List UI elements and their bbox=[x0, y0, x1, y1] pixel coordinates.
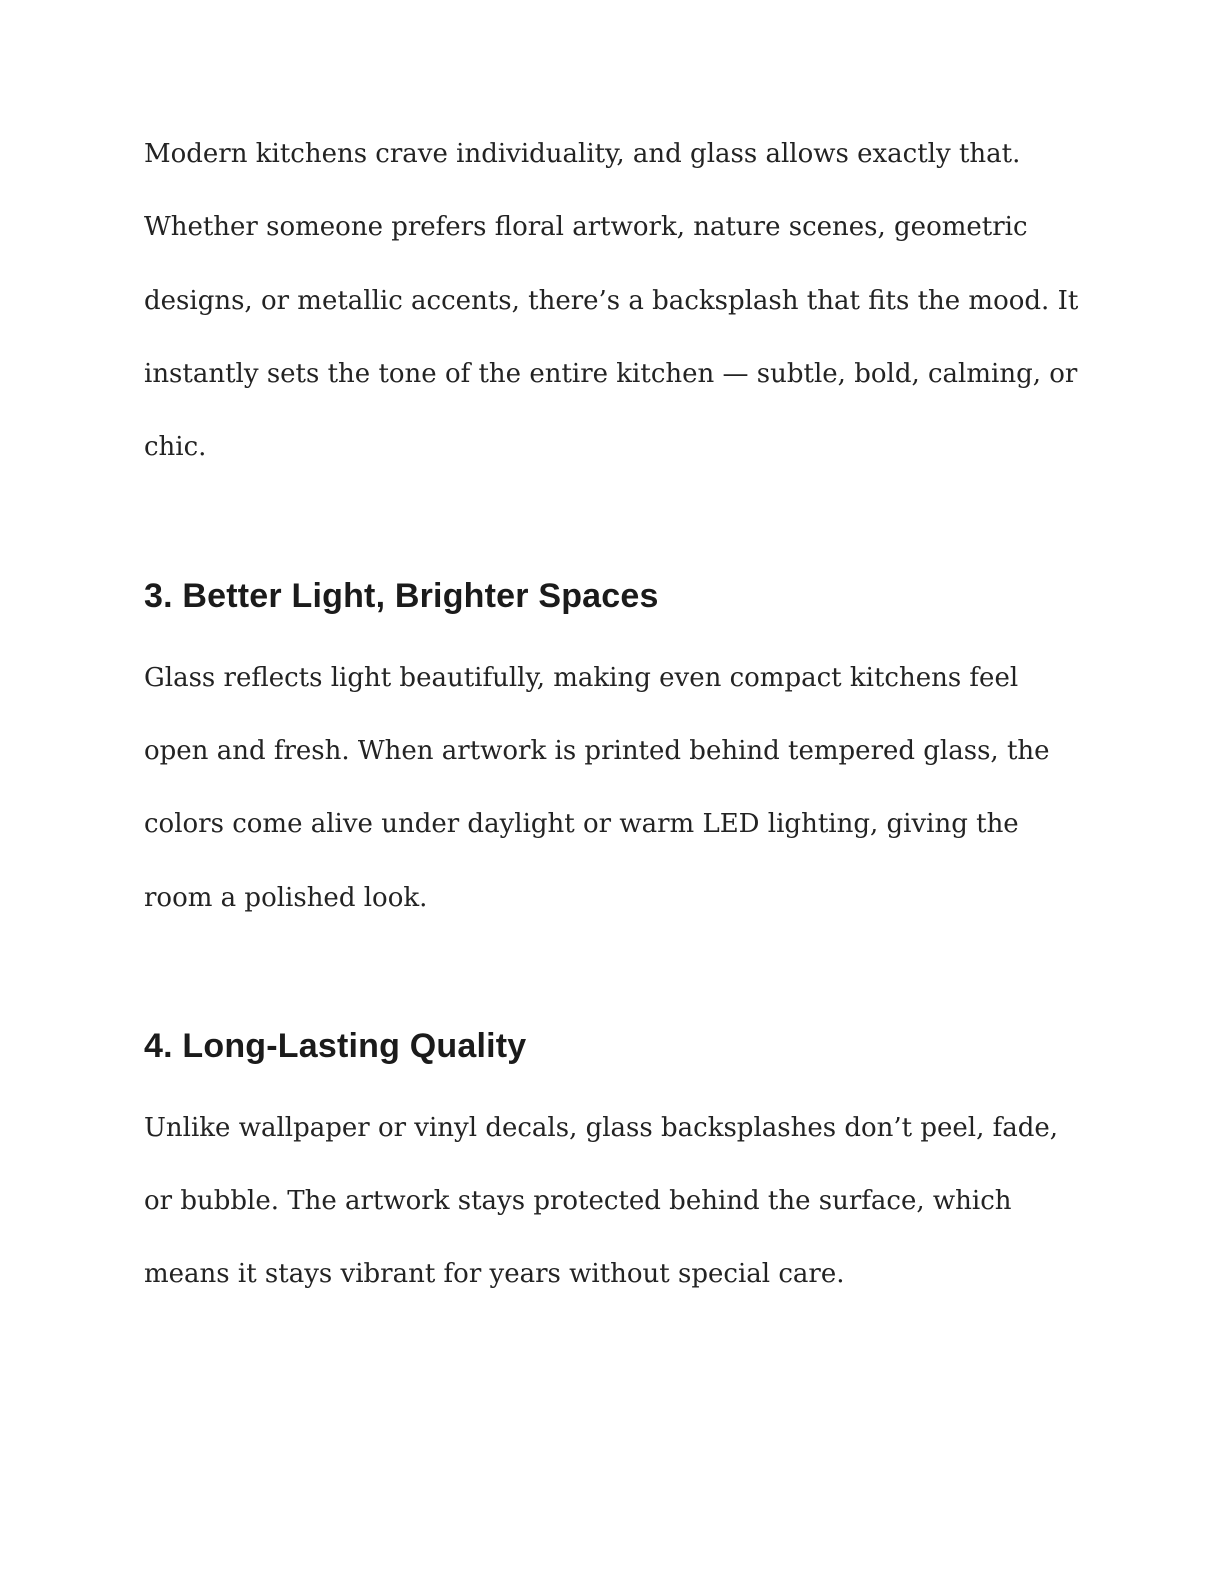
paragraph-text: Modern kitchens crave individuality, and glass allows exactly that. Whether someone prefers floral artwork, nature scenes, geometric designs, or metallic accents, there’s a backsplash that fits the mood. It instantly sets the tone of the entire kitchen — subtle, bold, calming, or chic. bbox=[144, 139, 1079, 463]
paragraph-block bbox=[144, 118, 1082, 485]
paragraph-block bbox=[144, 1092, 1082, 1312]
section-heading-long-lasting-quality: 4. Long-Lasting Quality bbox=[144, 1026, 527, 1065]
heading-block bbox=[144, 1027, 1082, 1066]
paragraph-text: Glass reflects light beautifully, making even compact kitchens feel open and fresh. When artwork is printed behind tempered glass, the colors come alive under daylight or warm LED lighting, giving the room a polished look. bbox=[144, 662, 1050, 913]
heading-block bbox=[144, 577, 1082, 616]
paragraph-block bbox=[144, 642, 1082, 935]
paragraph-text: Unlike wallpaper or vinyl decals, glass backsplashes don’t peel, fade, or bubble. The artwork stays protected behind the surface, which means it stays vibrant for years without special care. bbox=[144, 1112, 1059, 1290]
section-heading-better-light: 3. Better Light, Brighter Spaces bbox=[144, 576, 659, 615]
